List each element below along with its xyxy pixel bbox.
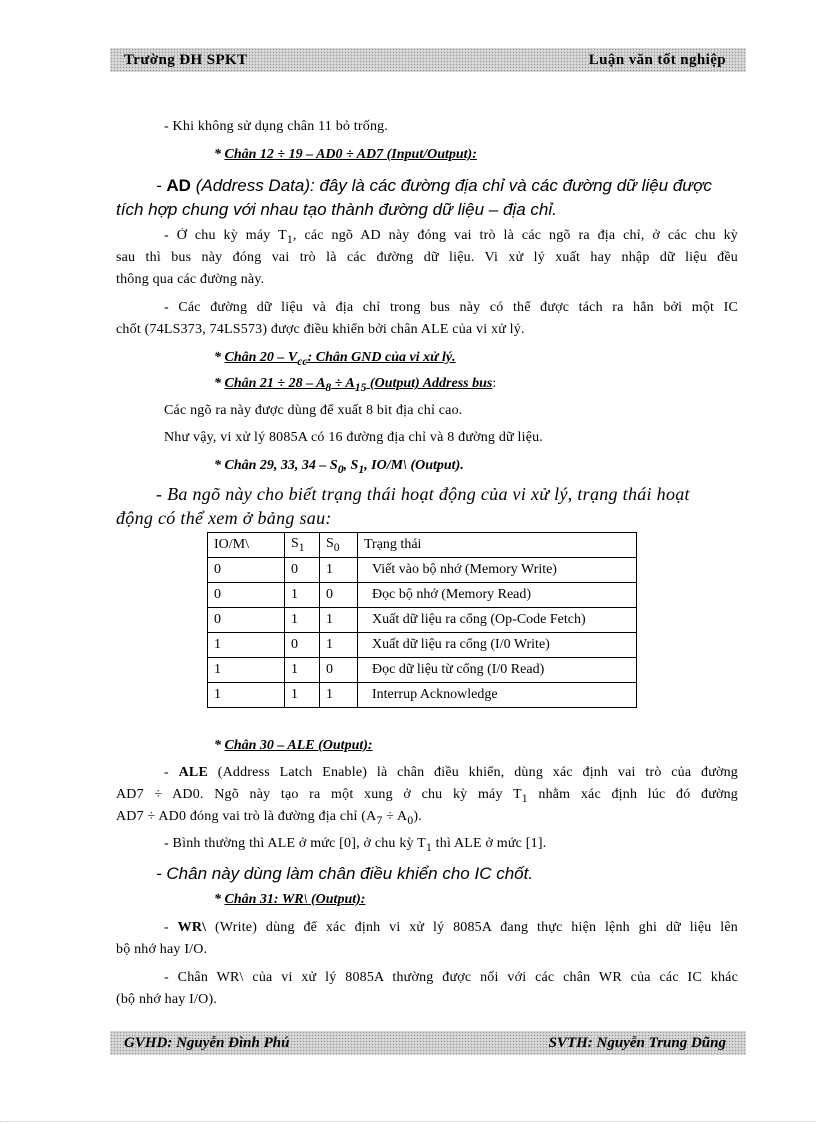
text: (Address Data): đây là các đường địa chỉ và các đường dữ liệu được <box>195 176 712 195</box>
cell: 1 <box>285 583 320 608</box>
subscript: 7 <box>376 813 383 827</box>
section-heading: * Chân 30 – ALE (Output): <box>214 738 373 753</box>
section-heading: * Chân 31: WR\ (Output): <box>214 892 366 907</box>
cell: 1 <box>208 683 285 708</box>
subscript: cc <box>297 354 308 368</box>
header-cell <box>285 533 320 558</box>
subscript: 1 <box>425 840 432 854</box>
table-header-row <box>208 533 637 558</box>
section-heading: * Chân $20 - V_{cc}$: Chân GND của vi xử lý. <box>214 350 456 368</box>
cell: Đọc bộ nhớ (Memory Read) <box>358 583 637 608</box>
subscript: 1 <box>358 462 365 476</box>
text: S <box>291 536 299 552</box>
paragraph-line <box>116 787 738 805</box>
cell: 0 <box>208 558 285 583</box>
heading-text: Chân 31: WR\ (Output): <box>224 892 366 907</box>
text: (Output) Address bus <box>366 376 493 391</box>
text: S <box>326 536 334 552</box>
cell: 0 <box>285 633 320 658</box>
page-edge <box>0 1121 816 1122</box>
header-thesis: Luận văn tốt nghiệp <box>588 51 726 68</box>
paragraph-line <box>116 765 738 781</box>
text: (Address Latch Enable) là chân điều khiển, dùng xác định vai trò của đường <box>207 765 738 780</box>
page-header <box>110 48 746 72</box>
text: - <box>164 765 179 780</box>
header-cell: IO/M\ <box>208 533 285 558</box>
section-heading: * Chân $21 \div 28 - A_8 \div A_{15}$ (Output) Address bus: <box>214 376 497 394</box>
header-cell <box>320 533 358 558</box>
cell: 0 <box>320 658 358 683</box>
paragraph-line: - Chân WR\ của vi xử lý 8085A thường được nối với các chân WR của các IC khác <box>164 970 738 985</box>
cell: 0 <box>320 583 358 608</box>
cell: Viết vào bộ nhớ (Memory Write) <box>358 558 637 583</box>
subscript: 1 <box>286 232 293 246</box>
cell: 1 <box>208 658 285 683</box>
paragraph-line: (bộ nhớ hay I/O). <box>116 992 218 1007</box>
cell: 1 <box>285 683 320 708</box>
text: Chân 20 – V <box>224 350 298 365</box>
paragraph-line: động có thể xem ở bảng sau: <box>116 508 332 528</box>
footer-student: SVTH: Nguyễn Trung Dũng <box>548 1034 726 1051</box>
paragraph-line <box>116 920 738 936</box>
header-cell: Trạng thái <box>358 533 637 558</box>
page-footer <box>110 1031 746 1055</box>
heading-text: Chân 12 ÷ 19 – AD0 ÷ AD7 (Input/Output): <box>224 147 477 162</box>
table-row <box>208 633 637 658</box>
table-row <box>208 558 637 583</box>
paragraph-line: sau thì bus này đóng vai trò là các đường dữ liệu. Vi xử lý xuất hay nhập dữ liệu đều <box>116 250 738 265</box>
subscript: 0 <box>337 462 344 476</box>
paragraph-line: chốt (74LS373, 74LS573) được điều khiển bởi chân ALE của vi xử lý. <box>116 322 525 337</box>
text-line: Các ngõ ra này được dùng để xuất 8 bit địa chỉ cao. <box>164 403 463 418</box>
cell: Đọc dữ liệu từ cổng (I/0 Read) <box>358 658 637 683</box>
subscript: 1 <box>521 791 528 805</box>
text: , S <box>343 458 359 473</box>
cell: 0 <box>208 608 285 633</box>
paragraph-line <box>116 809 422 827</box>
cell: 1 <box>320 608 358 633</box>
text-line: - Khi không sử dụng chân 11 bỏ trống. <box>164 119 389 134</box>
paragraph-line: - Các đường dữ liệu và địa chỉ trong bus này có thể được tách ra hẳn bởi một IC <box>164 300 738 315</box>
subscript: 0 <box>333 540 340 554</box>
term-bold: ALE <box>178 765 208 780</box>
paragraph-line: tích hợp chung với nhau tạo thành đường dữ liệu – địa chỉ. <box>116 200 557 219</box>
cell: 1 <box>285 608 320 633</box>
paragraph-line: thông qua các đường này. <box>116 272 265 287</box>
text: , các ngõ AD này đóng vai trò là các ngõ ra địa chỉ, ở các chu kỳ <box>292 228 738 243</box>
paragraph-line: bộ nhớ hay I/O. <box>116 942 208 957</box>
cell: 1 <box>320 633 358 658</box>
text: ÷ A <box>382 809 408 824</box>
cell: 1 <box>285 658 320 683</box>
text: : Chân GND của vi xử lý. <box>307 350 456 365</box>
subscript: 8 <box>325 380 332 394</box>
text: Chân 29, 33, 34 – S <box>224 458 338 473</box>
text: AD7 ÷ AD0 đóng vai trò là đường địa chỉ (A <box>116 809 377 824</box>
cell: Xuất dữ liệu ra cổng (I/0 Write) <box>358 633 637 658</box>
heading-text <box>224 376 493 394</box>
term-bold: AD <box>166 176 191 195</box>
text: ). <box>413 809 422 824</box>
cell: 0 <box>208 583 285 608</box>
cell: Interrup Acknowledge <box>358 683 637 708</box>
table-row <box>208 608 637 633</box>
paragraph-line: - Ba ngõ này cho biết trạng thái hoạt động của vi xử lý, trạng thái hoạt <box>156 484 690 504</box>
text: (Write) dùng để xác định vi xử lý 8085A đang thực hiện lệnh ghi dữ liệu lên <box>206 920 738 935</box>
term-bold: WR\ <box>177 920 207 935</box>
text: nhằm xác định lúc đó đường <box>527 787 738 802</box>
text: Chân 21 ÷ 28 – A <box>224 376 326 391</box>
text: AD7 ÷ AD0. Ngõ này tạo ra một xung ở chu kỳ máy T <box>116 787 522 802</box>
cell: Xuất dữ liệu ra cổng (Op-Code Fetch) <box>358 608 637 633</box>
table-row <box>208 583 637 608</box>
cell: 0 <box>285 558 320 583</box>
status-table <box>207 532 637 708</box>
footer-advisor: GVHD: Nguyễn Đình Phú <box>124 1034 290 1051</box>
subscript: 0 <box>407 813 414 827</box>
header-school: Trường ĐH SPKT <box>124 51 248 68</box>
table-row <box>208 658 637 683</box>
text-line: Như vậy, vi xử lý 8085A có 16 đường địa chỉ và 8 đường dữ liệu. <box>164 430 544 445</box>
subscript: 1 <box>298 540 305 554</box>
text: ÷ A <box>331 376 355 391</box>
subscript: 15 <box>354 380 367 394</box>
text: - Bình thường thì ALE ở mức [0], ở chu kỳ T <box>164 836 426 851</box>
heading-text <box>224 350 456 368</box>
cell: 1 <box>320 683 358 708</box>
section-heading: * Chân 29, 33, $34 - S_0$, $S_1$, IO/M\ (Output). <box>214 458 464 476</box>
text: thì ALE ở mức [1]. <box>431 836 547 851</box>
text: - Ở chu kỳ máy T <box>164 228 287 243</box>
paragraph-line: - Chân này dùng làm chân điều khiển cho IC chốt. <box>156 864 534 883</box>
cell: 1 <box>320 558 358 583</box>
paragraph-line <box>116 228 738 246</box>
cell: 1 <box>208 633 285 658</box>
paragraph-line <box>164 836 546 854</box>
text: - <box>164 920 178 935</box>
paragraph-line: - AD (Address Data): đây là các đường địa chỉ và các đường dữ liệu được <box>156 176 712 195</box>
table-row <box>208 683 637 708</box>
text: , IO/M\ (Output). <box>364 458 464 473</box>
section-heading: * Chân 12 ÷ 19 – AD0 ÷ AD7 (Input/Output): <box>214 147 477 162</box>
heading-text: Chân 30 – ALE (Output): <box>224 738 373 753</box>
